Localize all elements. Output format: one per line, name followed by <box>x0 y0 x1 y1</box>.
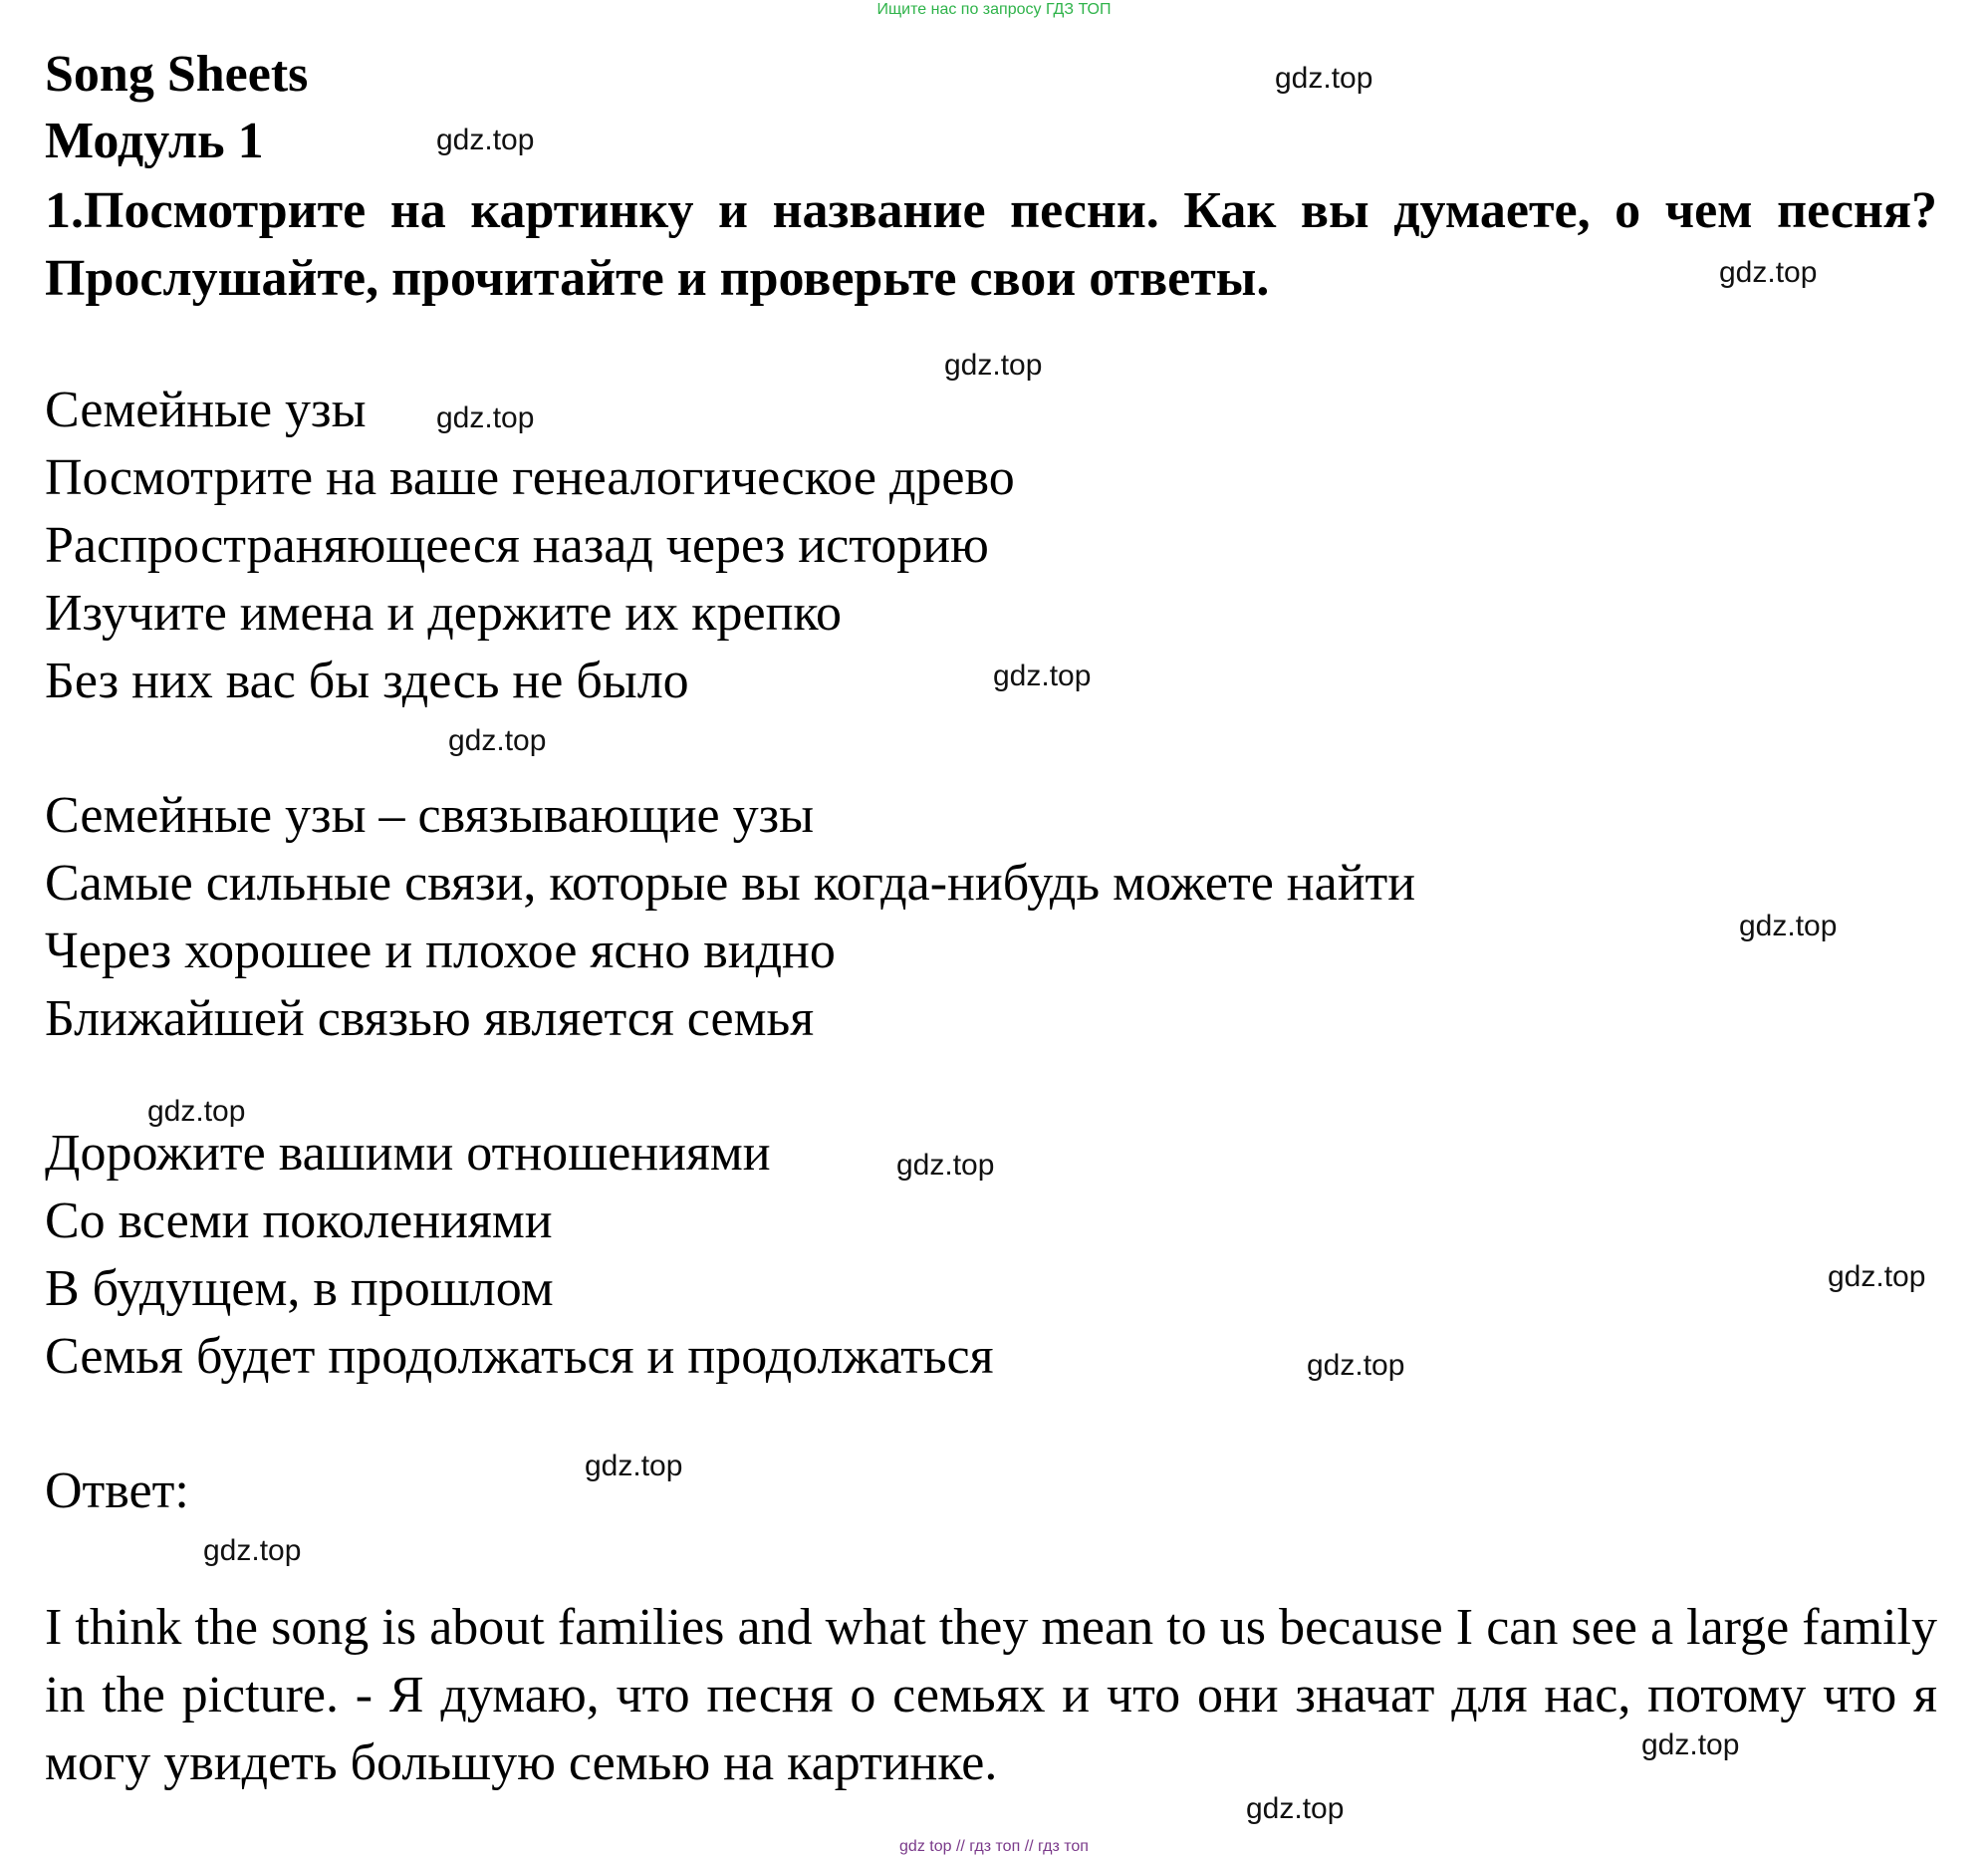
page-title: Song Sheets <box>45 46 309 103</box>
watermark: gdz.top <box>585 1450 683 1482</box>
song-line: Семейные узы – связывающие узы <box>45 787 815 844</box>
watermark: gdz.top <box>1739 910 1838 942</box>
song-line: Распространяющееся назад через историю <box>45 517 989 574</box>
top-banner: Ищите нас по запросу ГДЗ ТОП <box>876 1 1112 18</box>
song-line: Со всеми поколениями <box>45 1193 553 1249</box>
watermark: gdz.top <box>436 124 535 156</box>
watermark: gdz.top <box>993 660 1092 692</box>
song-line: Через хорошее и плохое ясно видно <box>45 923 836 979</box>
song-line: Семья будет продолжаться и продолжаться <box>45 1328 994 1385</box>
watermark: gdz.top <box>436 401 535 434</box>
answer-text: I think the song is about families and what they mean to us because I can see a large family in the picture. - Я думаю, что песня о семьях и что они значат для нас, потому что я могу увидеть большую семью на картинке. <box>45 1599 1937 1791</box>
watermark: gdz.top <box>448 724 547 757</box>
module-heading: Модуль 1 <box>45 113 264 169</box>
song-line: Самые сильные связи, которые вы когда-нибудь можете найти <box>45 855 1416 912</box>
song-line: Дорожите вашими отношениями <box>45 1125 771 1182</box>
song-line: В будущем, в прошлом <box>45 1260 554 1317</box>
song-line: Ближайшей связью является семья <box>45 990 815 1047</box>
song-line: Посмотрите на ваше генеалогическое древо <box>45 449 1015 506</box>
watermark: gdz.top <box>1641 1728 1740 1761</box>
song-line: Без них вас бы здесь не было <box>45 653 689 709</box>
watermark: gdz.top <box>147 1095 246 1128</box>
song-line: Изучите имена и держите их крепко <box>45 585 843 642</box>
watermark: gdz.top <box>896 1149 995 1182</box>
song-line: Семейные узы <box>45 382 367 438</box>
watermark: gdz.top <box>1246 1792 1345 1825</box>
answer-label: Ответ: <box>45 1462 189 1519</box>
task-instruction: 1.Посмотрите на картинку и название песни. Как вы думаете, о чем песня? Прослушайте, прочитайте и проверьте свои ответы. <box>45 182 1937 307</box>
watermark: gdz.top <box>1307 1349 1405 1382</box>
watermark: gdz.top <box>1719 256 1818 289</box>
watermark: gdz.top <box>1275 62 1373 95</box>
watermark: gdz.top <box>1828 1260 1926 1293</box>
footer: gdz top // гдз топ // гдз топ <box>899 1838 1089 1855</box>
watermark: gdz.top <box>203 1534 302 1567</box>
watermark: gdz.top <box>944 349 1043 382</box>
